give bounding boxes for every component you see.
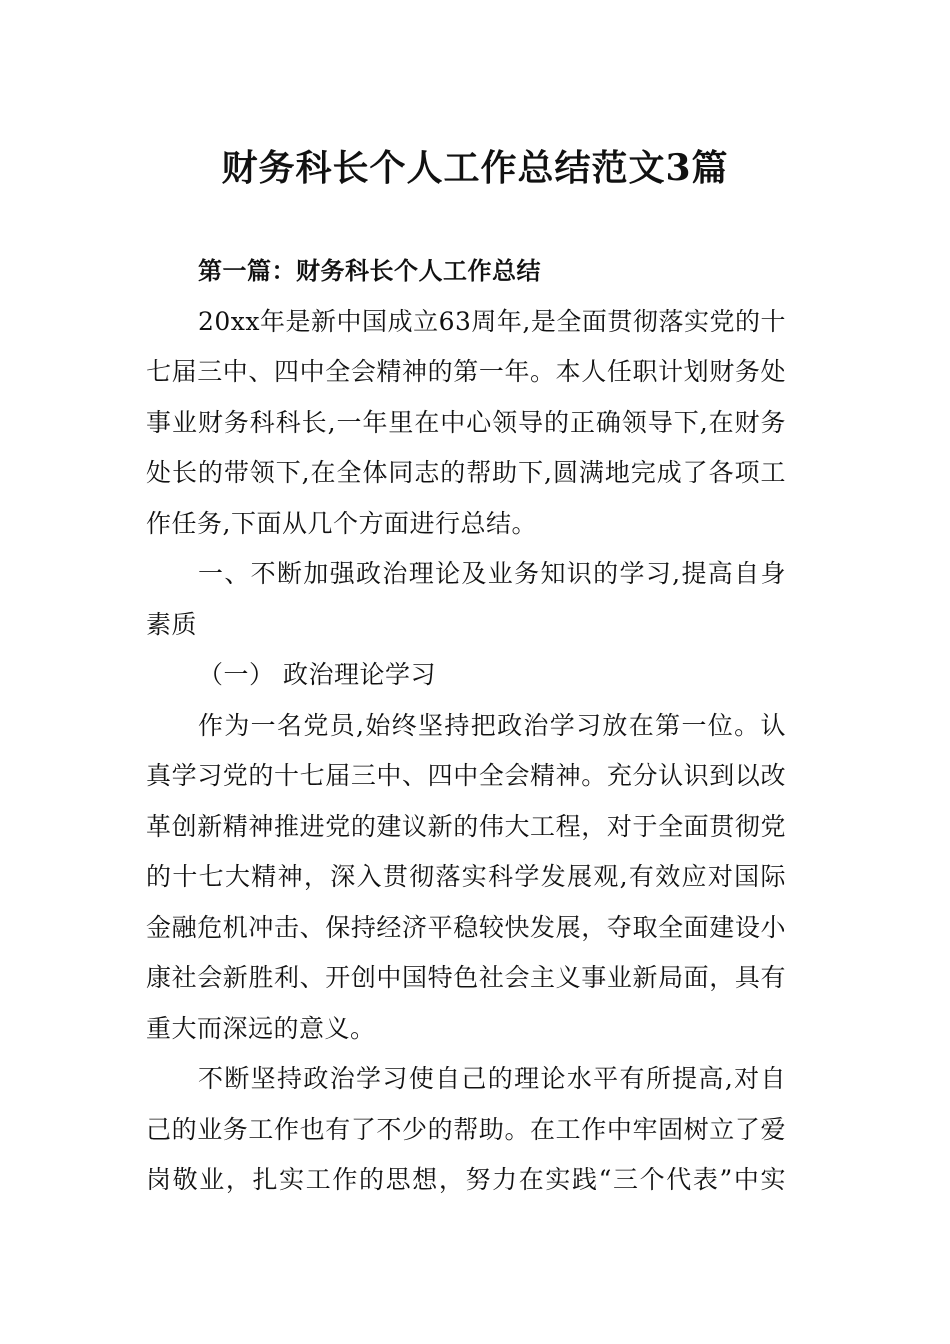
paragraph-body-1: 作为一名党员,始终坚持把政治学习放在第一位。认真学习党的十七届三中、四中全会精神。充分认识到以改革创新精神推进党的建议新的伟大工程，对于全面贯彻党的十七大精神，深入贯彻落实科学发展观,有效应对国际金融危机冲击、保持经济平稳较快发展，夺取全面建设小康社会新胜利、开创中国特色社会主义事业新局面，具有重大而深远的意义。 bbox=[146, 710, 786, 1043]
section-heading: 第一篇：财务科长个人工作总结 bbox=[198, 257, 541, 285]
paragraph-body-2: 不断坚持政治学习使自己的理论水平有所提高,对自己的业务工作也有了不少的帮助。在工作中牢固树立了爱岗敬业，扎实工作的思想，努力在实践“三个代表”中实 bbox=[146, 1064, 786, 1194]
document-title: 财务科长个人工作总结范文3篇 bbox=[221, 147, 729, 189]
paragraph-point-1: 一、不断加强政治理论及业务知识的学习,提高自身素质 bbox=[146, 559, 786, 639]
document-body bbox=[146, 246, 786, 1206]
paragraph-intro: 20xx年是新中国成立63周年,是全面贯彻落实党的十七届三中、四中全会精神的第一年。本人任职计划财务处事业财务科科长,一年里在中心领导的正确领导下,在财务处长的带领下,在全体同志的帮助下,圆满地完成了各项工作任务,下面从几个方面进行总结。 bbox=[146, 306, 786, 538]
paragraph-sub-point-1: （一） 政治理论学习 bbox=[198, 660, 436, 689]
